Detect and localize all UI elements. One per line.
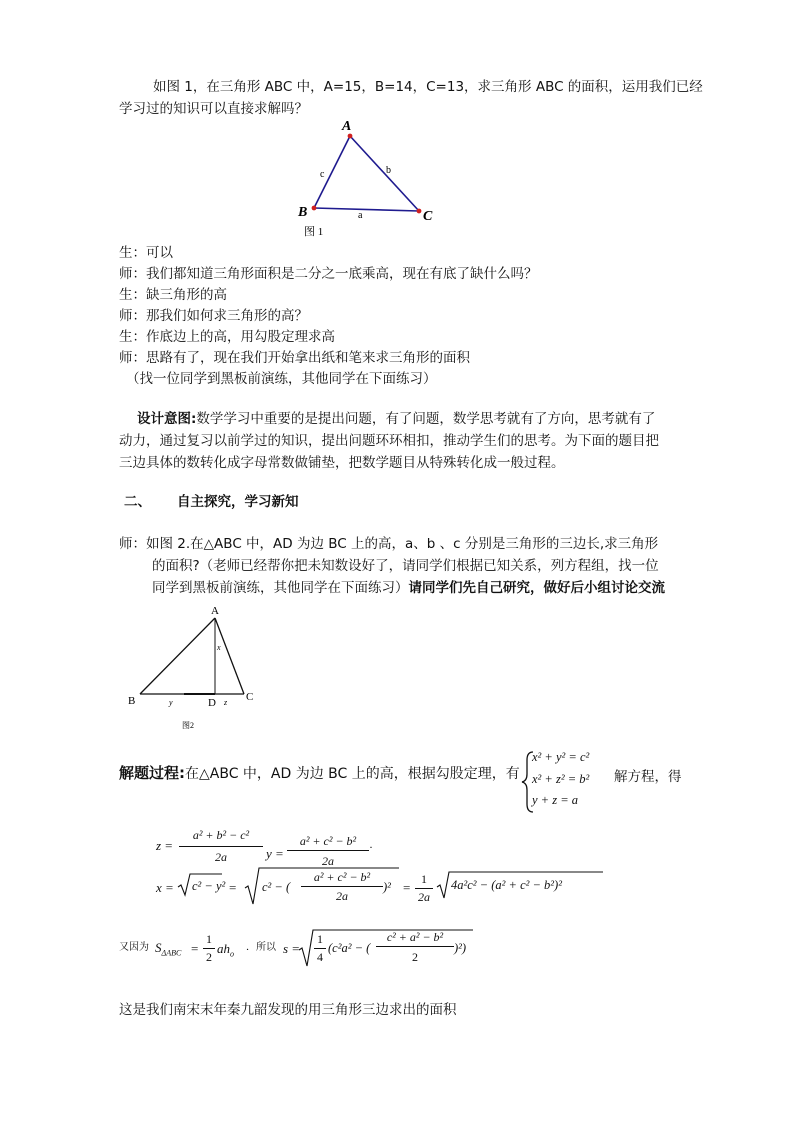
area-half-denominator: 2 xyxy=(206,950,212,964)
point-b xyxy=(312,206,317,211)
figure-1-triangle xyxy=(290,116,450,242)
formula-x-inner-denominator: 2a xyxy=(336,889,348,903)
section-2-number: 二、 xyxy=(124,494,151,510)
solution-label: 解题过程: xyxy=(119,764,185,782)
dialogue-line-2: 师：我们都知道三角形面积是二分之一底乘高，现在有底了缺什么吗？ xyxy=(119,266,538,282)
formula-x-frac-denominator: 2a xyxy=(418,890,430,904)
formula-z-bar xyxy=(179,846,263,847)
design-intent-label: 设计意图: xyxy=(137,411,197,427)
label-B: B xyxy=(298,205,308,220)
area-inner-numerator: c² + a² − b² xyxy=(386,930,444,944)
label-c: c xyxy=(320,169,325,180)
formula-x-sqrt2-a: c² − ( xyxy=(262,880,291,894)
design-intent-line-2: 动力，通过复习以前学过的知识，提出问题环环相扣，推动学生们的思考。为下面的题目把 xyxy=(119,433,659,449)
side-ac xyxy=(215,618,244,694)
solution-after: 解方程，得 xyxy=(614,769,682,785)
label-C: C xyxy=(246,691,254,703)
label-C: C xyxy=(423,209,433,224)
figure-2-caption: 图2 xyxy=(182,721,194,730)
area-half-bar xyxy=(203,948,215,949)
formula-y-denominator: 2a xyxy=(322,854,334,868)
label-A: A xyxy=(342,119,352,134)
formula-z-prefix: z = xyxy=(156,838,174,853)
label-a: a xyxy=(358,210,363,221)
point-c xyxy=(417,209,422,214)
system-eq-3: y + z = a xyxy=(532,793,579,807)
area-quarter-denominator: 4 xyxy=(317,950,323,964)
formula-y-numerator: a² + c² − b² xyxy=(299,834,357,848)
formula-x-prefix: x = xyxy=(156,880,174,895)
side-b xyxy=(350,136,419,211)
teacher-question-bold: 请同学们先自己研究，做好后小组讨论交流 xyxy=(408,580,665,596)
area-quarter-bar xyxy=(314,948,326,949)
formula-x-sqrt3: 4a²c² − (a² + c² − b²)² xyxy=(451,878,562,892)
intro-line-2: 学习过的知识可以直接求解吗？ xyxy=(119,101,308,117)
design-intent-line-1: 设计意图:数学学习中重要的是提出问题，有了问题，数学思考就有了方向，思考就有了 xyxy=(137,411,656,427)
side-ab xyxy=(140,618,215,694)
dialogue-line-1: 生：可以 xyxy=(119,245,173,261)
dialogue-line-5: 生：作底边上的高，用勾股定理求高 xyxy=(119,329,335,345)
area-eq: = xyxy=(191,941,199,956)
figure-2-triangle xyxy=(124,602,264,734)
label-B: B xyxy=(128,695,136,707)
area-inner-denominator: 2 xyxy=(412,950,418,964)
formula-x-eq2: = xyxy=(403,880,411,895)
closing-line: 这是我们南宋末年秦九韶发现的用三角形三边求出的面积 xyxy=(119,1002,457,1018)
teacher-question-line-2: 的面积?（老师已经帮你把未知数设好了，请同学们根据已知关系，列方程组，找一位 xyxy=(152,558,659,574)
dialogue-line-6: 师：思路有了，现在我们开始拿出纸和笔来求三角形的面积 xyxy=(119,350,470,366)
figure-1-caption: 图 1 xyxy=(304,226,324,238)
formula-x-sqrt1: c² − y² xyxy=(192,879,226,893)
formula-z-numerator: a² + b² − c² xyxy=(192,828,250,842)
label-y: y xyxy=(169,698,173,707)
dialogue-line-4: 师：那我们如何求三角形的高？ xyxy=(119,308,308,324)
point-a xyxy=(348,134,353,139)
solution-line: 解题过程:在△ABC 中，AD 为边 BC 上的高，根据勾股定理，有 xyxy=(119,764,520,782)
formula-y-dot: · xyxy=(369,840,373,854)
design-intent-line-3: 三边具体的数转化成字母常数做铺垫，把数学题目从特殊转化成一般过程。 xyxy=(119,455,565,471)
area-half-numerator: 1 xyxy=(206,932,212,946)
system-eq-1: x² + y² = c² xyxy=(532,750,590,764)
area-inner-b: )²) xyxy=(454,941,467,955)
formula-x-sqrt2-b: )² xyxy=(383,880,391,894)
area-S: $S_{\Delta ABC}$ xyxy=(155,940,182,958)
formula-x-frac-bar xyxy=(415,888,433,889)
formula-z-denominator: 2a xyxy=(215,850,227,864)
section-2-title: 自主探究，学习新知 xyxy=(177,494,299,510)
formula-x-frac-numerator: 1 xyxy=(421,872,427,886)
teacher-question-line-3: 同学到黑板前演练，其他同学在下面练习）请同学们先自己研究，做好后小组讨论交流 xyxy=(152,580,665,596)
formula-y-prefix: y = xyxy=(266,846,284,861)
formula-x-inner-bar xyxy=(301,886,383,887)
area-prefix: 又因为 xyxy=(119,942,149,953)
intro-line-1: 如图 1，在三角形 ABC 中，A=15，B=14，C=13，求三角形 ABC 的面积，运用我们已经 xyxy=(153,79,703,95)
label-x: x xyxy=(217,643,221,652)
label-z: z xyxy=(224,698,228,707)
formula-x-eq1: = xyxy=(229,880,237,895)
side-a xyxy=(314,208,419,211)
system-eq-2: x² + z² = b² xyxy=(532,772,590,786)
area-s: s = xyxy=(283,941,301,956)
label-A: A xyxy=(211,605,219,617)
formula-y-bar xyxy=(287,850,369,851)
label-D: D xyxy=(208,697,216,709)
area-quarter-numerator: 1 xyxy=(317,932,323,946)
area-ah: $ah_o$ xyxy=(217,941,234,959)
teacher-question-line-1: 师：如图 2.在△ABC 中，AD 为边 BC 上的高，a、b 、c 分别是三角形的三边长,求三角形 xyxy=(119,536,659,552)
label-b: b xyxy=(386,165,391,176)
area-so: ．所以 xyxy=(246,942,276,953)
dialogue-line-7: （找一位同学到黑板前演练，其他同学在下面练习） xyxy=(126,371,437,387)
area-inner-a: (c²a² − ( xyxy=(328,941,371,955)
formula-x-inner-numerator: a² + c² − b² xyxy=(313,870,371,884)
area-inner-bar xyxy=(376,946,454,947)
dialogue-line-3: 生：缺三角形的高 xyxy=(119,287,227,303)
